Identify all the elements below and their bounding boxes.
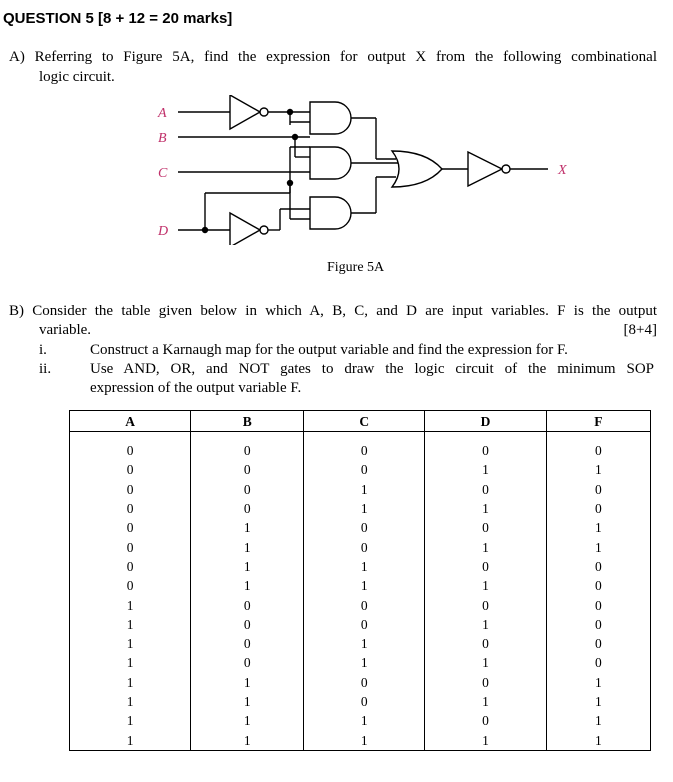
table-cell-d: 0 [425, 480, 546, 499]
and-gate-3 [310, 197, 351, 229]
table-cell-a: 0 [70, 557, 191, 576]
table-row [70, 673, 651, 692]
and-gate-1 [310, 102, 351, 134]
table-cell-c: 1 [304, 557, 425, 576]
table-cell-b: 1 [191, 692, 304, 711]
table-cell-a: 0 [70, 537, 191, 556]
table-cell-c: 1 [304, 730, 425, 750]
table-cell-b: 0 [191, 634, 304, 653]
table-cell-a: 0 [70, 499, 191, 518]
header-c: C [304, 411, 425, 432]
table-cell-f: 1 [546, 692, 650, 711]
table-cell-f: 0 [546, 595, 650, 614]
table-cell-f: 0 [546, 480, 650, 499]
not-bubble-d [260, 226, 268, 234]
table-cell-a: 0 [70, 441, 191, 460]
table-cell-b: 1 [191, 518, 304, 537]
table-cell-a: 1 [70, 615, 191, 634]
table-cell-c: 0 [304, 518, 425, 537]
table-cell-c: 1 [304, 653, 425, 672]
junction-c [287, 180, 293, 186]
table-cell-c: 0 [304, 441, 425, 460]
part-b-variable-text: variable. [39, 322, 92, 338]
table-cell-f: 0 [546, 441, 650, 460]
table-cell-f: 0 [546, 576, 650, 595]
table-cell-a: 0 [70, 460, 191, 479]
table-cell-c: 1 [304, 480, 425, 499]
table-row [70, 711, 651, 730]
part-b-marks: [8+4] [623, 322, 657, 338]
table-cell-a: 0 [70, 518, 191, 537]
table-cell-a: 1 [70, 711, 191, 730]
table-row [70, 518, 651, 537]
table-spacer-row [70, 432, 651, 442]
table-cell-f: 0 [546, 499, 650, 518]
header-d: D [425, 411, 546, 432]
table-cell-a: 1 [70, 653, 191, 672]
not-gate-output [468, 152, 502, 186]
table-cell-c: 1 [304, 576, 425, 595]
label-c: C [158, 166, 168, 181]
table-row [70, 692, 651, 711]
table-cell-b: 1 [191, 730, 304, 750]
header-a: A [70, 411, 191, 432]
table-cell-b: 0 [191, 499, 304, 518]
logic-circuit-figure [150, 95, 590, 245]
table-cell-a: 1 [70, 673, 191, 692]
table-cell-d: 0 [425, 441, 546, 460]
item-ii-number: ii. [39, 361, 52, 377]
table-cell-d: 0 [425, 518, 546, 537]
truth-table [69, 410, 651, 751]
table-cell-c: 0 [304, 460, 425, 479]
table-cell-a: 1 [70, 692, 191, 711]
table-cell-c: 0 [304, 537, 425, 556]
table-cell-b: 1 [191, 576, 304, 595]
table-cell-d: 0 [425, 557, 546, 576]
table-cell-a: 0 [70, 576, 191, 595]
junction-b [292, 134, 298, 140]
truth-table-header-row [70, 411, 651, 432]
table-cell-d: 0 [425, 673, 546, 692]
question-title: QUESTION 5 [8 + 12 = 20 marks] [3, 10, 233, 27]
part-b-prompt-line2 [39, 321, 657, 340]
label-d: D [158, 224, 169, 239]
junction-a [287, 109, 293, 115]
table-cell-b: 1 [191, 673, 304, 692]
not-bubble-a [260, 108, 268, 116]
table-cell-b: 1 [191, 711, 304, 730]
table-cell-c: 1 [304, 499, 425, 518]
table-cell-c: 1 [304, 634, 425, 653]
table-cell-f: 1 [546, 711, 650, 730]
table-cell-f: 1 [546, 518, 650, 537]
table-row [70, 634, 651, 653]
table-cell-f: 0 [546, 634, 650, 653]
header-f: F [546, 411, 650, 432]
table-row [70, 537, 651, 556]
table-cell-f: 1 [546, 673, 650, 692]
table-cell-d: 0 [425, 595, 546, 614]
table-cell-d: 1 [425, 499, 546, 518]
label-b: B [158, 131, 167, 146]
header-b: B [191, 411, 304, 432]
table-cell-d: 1 [425, 460, 546, 479]
table-cell-d: 1 [425, 537, 546, 556]
table-row [70, 595, 651, 614]
item-ii-text: Use AND, OR, and NOT gates to draw the logic circuit of the minimum SOP [90, 361, 654, 377]
item-i-number: i. [39, 342, 47, 358]
part-b-prompt-line1: B) Consider the table given below in which A, B, C, and D are input variables. F is the output [9, 303, 657, 319]
table-row [70, 460, 651, 479]
part-a-prompt-line2: logic circuit. [39, 69, 115, 85]
table-row [70, 441, 651, 460]
table-cell-f: 0 [546, 615, 650, 634]
item-ii-text-continued: expression of the output variable F. [90, 380, 302, 396]
table-cell-f: 1 [546, 537, 650, 556]
table-cell-a: 1 [70, 595, 191, 614]
and-gate-2 [310, 147, 351, 179]
table-cell-b: 0 [191, 460, 304, 479]
table-cell-c: 0 [304, 595, 425, 614]
table-row [70, 499, 651, 518]
not-bubble-output [502, 165, 510, 173]
table-cell-d: 0 [425, 634, 546, 653]
table-cell-b: 0 [191, 653, 304, 672]
table-cell-d: 1 [425, 576, 546, 595]
table-cell-c: 0 [304, 673, 425, 692]
table-cell-f: 0 [546, 557, 650, 576]
table-cell-b: 0 [191, 595, 304, 614]
table-cell-c: 0 [304, 615, 425, 634]
table-cell-d: 0 [425, 711, 546, 730]
table-cell-b: 0 [191, 615, 304, 634]
or-gate [392, 151, 442, 187]
table-row [70, 653, 651, 672]
table-cell-a: 1 [70, 730, 191, 750]
table-row [70, 576, 651, 595]
table-cell-d: 1 [425, 653, 546, 672]
table-cell-a: 0 [70, 480, 191, 499]
table-cell-f: 1 [546, 730, 650, 750]
table-cell-f: 0 [546, 653, 650, 672]
table-cell-c: 1 [304, 711, 425, 730]
table-cell-c: 0 [304, 692, 425, 711]
table-cell-d: 1 [425, 615, 546, 634]
table-cell-f: 1 [546, 460, 650, 479]
part-a-prompt-line1: A) Referring to Figure 5A, find the expression for output X from the following combinational [9, 49, 657, 65]
table-cell-a: 1 [70, 634, 191, 653]
label-x: X [558, 163, 567, 178]
figure-caption: Figure 5A [327, 260, 385, 275]
table-cell-b: 1 [191, 557, 304, 576]
not-gate-d [230, 213, 260, 245]
table-row [70, 730, 651, 750]
table-cell-d: 1 [425, 692, 546, 711]
table-row [70, 615, 651, 634]
not-gate-a [230, 95, 260, 129]
junction-d [202, 227, 208, 233]
table-cell-b: 0 [191, 480, 304, 499]
table-cell-b: 0 [191, 441, 304, 460]
label-a: A [158, 106, 167, 121]
item-i-text: Construct a Karnaugh map for the output variable and find the expression for F. [90, 342, 568, 358]
table-cell-b: 1 [191, 537, 304, 556]
table-row [70, 557, 651, 576]
table-cell-d: 1 [425, 730, 546, 750]
table-row [70, 480, 651, 499]
